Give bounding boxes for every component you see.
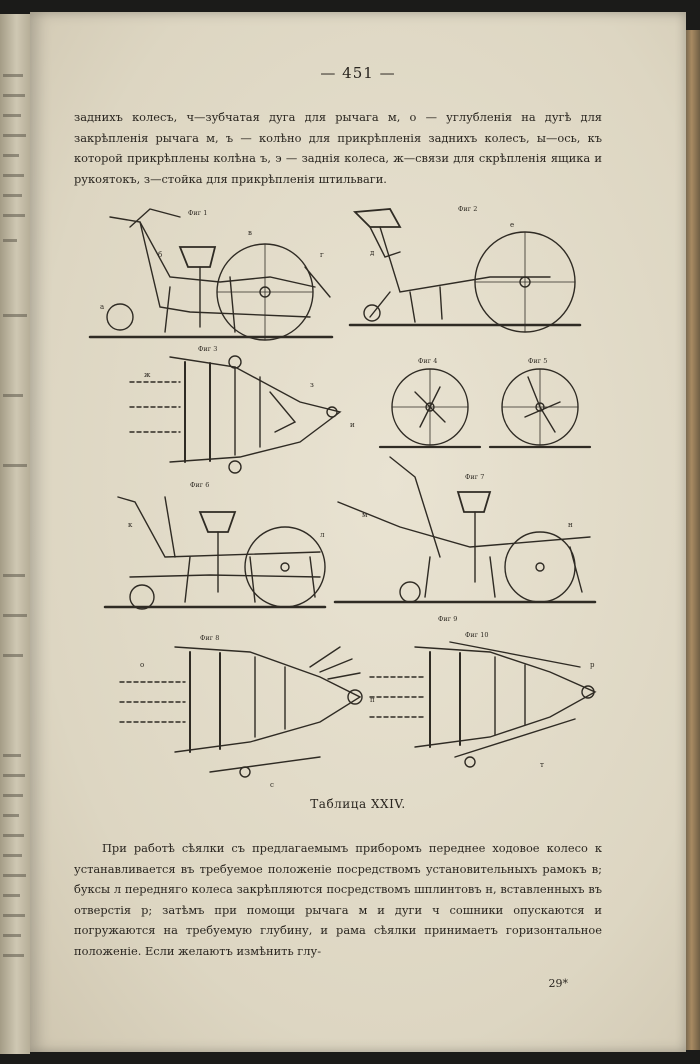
fig-label-8: Фиг 8 [200, 634, 220, 642]
figure-3-drawing [130, 356, 340, 473]
svg-text:с: с [270, 781, 274, 789]
fig-label-4: Фиг 4 [418, 357, 438, 365]
fig-label-10: Фиг 10 [465, 631, 489, 639]
svg-text:р: р [590, 661, 595, 669]
svg-text:д: д [370, 249, 375, 257]
svg-text:в: в [248, 229, 252, 237]
svg-text:к: к [128, 521, 133, 529]
svg-text:и: и [350, 421, 355, 429]
figure-6-drawing [105, 497, 325, 609]
svg-text:о: о [140, 661, 145, 669]
paragraph-top: заднихъ колесъ, ч—зубчатая дуга для рычага м, о — углубленія на дугѣ для закрѣпленія рычага м, ъ — колѣно для прикрѣпленія заднихъ колесъ, ы—ось, къ которой прикрѣплены колѣна ъ, э — заднія колеса, ж—связи для скрѣпленія ящика и рукоятокъ, з—стойка для прикрѣпленія штильваги. [74, 110, 602, 186]
svg-text:п: п [370, 696, 375, 704]
svg-text:т: т [540, 761, 544, 769]
book-page [30, 12, 686, 1052]
svg-text:е: е [510, 221, 515, 229]
fig-label-1: Фиг 1 [188, 209, 208, 217]
figure-1-drawing [90, 209, 332, 340]
svg-text:а: а [100, 303, 105, 311]
book-spine [686, 30, 700, 1050]
fig-label-6: Фиг 6 [190, 481, 210, 489]
facing-page-edge [0, 14, 30, 1054]
svg-text:з: з [310, 381, 314, 389]
fig-label-9: Фиг 9 [438, 615, 458, 623]
svg-text:м: м [362, 511, 368, 519]
figure-2-drawing [350, 209, 580, 332]
signature-mark: 29* [548, 977, 568, 990]
figure-9-drawing [370, 642, 595, 767]
fig-label-2: Фиг 2 [458, 205, 478, 213]
plate-caption: Таблица XXIV. [310, 797, 406, 811]
svg-text:б: б [158, 251, 163, 259]
figure-5-drawing [490, 369, 590, 447]
fig-label-7: Фиг 7 [465, 473, 485, 481]
svg-text:г: г [320, 251, 324, 259]
engraved-plate [70, 197, 610, 789]
figure-4-drawing [380, 369, 480, 447]
paragraph-bottom: При работѣ сѣялки съ предлагаемымъ приборомъ переднее ходовое колесо к устанавливается въ требуемое положеніе посредствомъ установительныхъ рамокъ в; буксы л передняго колеса закрѣпляются посредствомъ шплинтовъ н, вставленныхъ въ отверстія р; затѣмъ при помощи рычага м и дуги ч сошники опускаются и погружаются на требуемую глубину, и рама сѣялки принимаетъ горизонтальное положеніе. Если желаютъ измѣнить глу- [74, 841, 602, 958]
svg-text:л: л [320, 531, 325, 539]
svg-text:ж: ж [144, 371, 151, 379]
page-number: — 451 — [320, 64, 396, 82]
fig-label-3: Фиг 3 [198, 345, 218, 353]
plate-drawings [70, 197, 610, 789]
figure-8-drawing [120, 647, 362, 777]
svg-text:н: н [568, 521, 573, 529]
fig-label-5: Фиг 5 [528, 357, 548, 365]
